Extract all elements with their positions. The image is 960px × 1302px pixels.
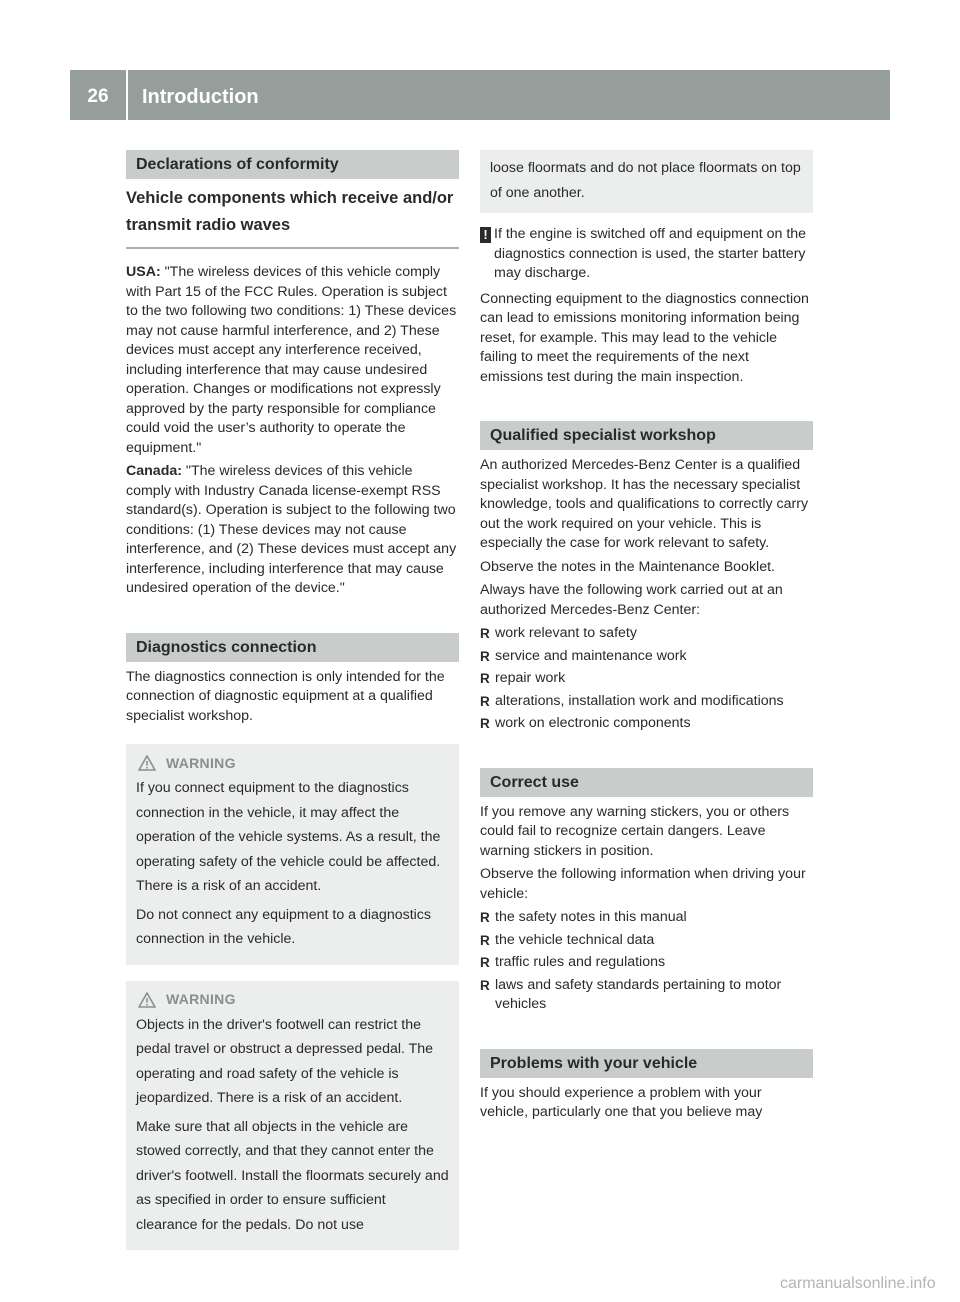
workshop-list bbox=[480, 624, 813, 734]
section-heading-diagnostics: Diagnostics connection bbox=[126, 633, 459, 662]
list-item: R work on electronic components bbox=[480, 714, 813, 734]
diagnostics-intro: The diagnostics connection is only intended for the connection of diagnostic equipment at a qualified specialist workshop. bbox=[126, 668, 445, 724]
warning-instruction: Make sure that all objects in the vehicle are stowed correctly, and that they cannot enter the driver's footwell. Install the floormats securely and as specified in order to ensure sufficient clearance for the pedals. Do not use bbox=[136, 1118, 449, 1233]
exclamation-icon: ! bbox=[480, 227, 491, 243]
usa-label: USA: bbox=[126, 264, 161, 280]
problems-paragraph: If you should experience a problem with your vehicle, particularly one that you believe may bbox=[480, 1084, 763, 1120]
list-item: R repair work bbox=[480, 669, 813, 689]
chapter-title: Introduction bbox=[142, 86, 259, 108]
page-number: 26 bbox=[87, 86, 109, 107]
usa-text: "The wireless devices of this vehicle comply with Part 15 of the FCC Rules. Operation is subject to the two following two conditions: 1) These devices may not cause harmful interference, and 2) These devices must accept any interference received, including interference that may cause undesired operation. Changes or modifications not expressly approved by the party responsible for compliance could void the user’s authority to operate the equipment." bbox=[126, 264, 457, 456]
warning-continuation: loose floormats and do not place floormats on top of one another. bbox=[480, 150, 813, 213]
header-divider bbox=[126, 70, 128, 120]
warning-label: WARNING bbox=[166, 754, 236, 771]
section-heading-problems: Problems with your vehicle bbox=[480, 1049, 813, 1078]
warning-text: If you connect equipment to the diagnostics connection in the vehicle, it may affect the operation of the vehicle systems. As a result, the operating safety of the vehicle could be affected. There is a risk of an accident. bbox=[136, 780, 441, 894]
warning-box-diagnostics bbox=[126, 744, 459, 965]
list-item: R laws and safety standards pertaining to motor vehicles bbox=[480, 976, 813, 1015]
watermark: carmanualsonline.info bbox=[780, 1275, 936, 1292]
warning-triangle-icon bbox=[138, 992, 156, 1008]
warning-text: Objects in the driver's footwell can restrict the pedal travel or obstruct a depressed pedal. The operating and road safety of the vehicle is jeopardized. There is a risk of an accident. bbox=[136, 1016, 434, 1106]
section-heading-correct-use: Correct use bbox=[480, 768, 813, 797]
workshop-paragraph-1: An authorized Mercedes-Benz Center is a qualified specialist workshop. It has the necessary specialist knowledge, tools and qualifications to correctly carry out the work required on your vehicle. This is especially the case for work relevant to safety. bbox=[480, 457, 809, 551]
note-battery bbox=[480, 225, 813, 284]
list-item: R alterations, installation work and modifications bbox=[480, 692, 813, 712]
note-text: If the engine is switched off and equipment on the diagnostics connection is used, the starter battery may discharge. bbox=[494, 226, 807, 281]
list-item: R the safety notes in this manual bbox=[480, 908, 813, 928]
section-heading-workshop: Qualified specialist workshop bbox=[480, 421, 813, 450]
list-item: R service and maintenance work bbox=[480, 647, 813, 667]
list-item: R the vehicle technical data bbox=[480, 931, 813, 951]
section-heading-declarations: Declarations of conformity bbox=[126, 150, 459, 179]
correct-use-paragraph-1: If you remove any warning stickers, you or others could fail to recognize certain dangers. Leave warning stickers in position. bbox=[480, 803, 790, 859]
page-header bbox=[70, 70, 890, 120]
diagnostics-paragraph: Connecting equipment to the diagnostics connection can lead to emissions monitoring information being reset, for example. This may lead to the vehicle failing to meet the requirements of the next emissions test during the main inspection. bbox=[480, 290, 809, 385]
list-item: R traffic rules and regulations bbox=[480, 953, 813, 973]
warning-instruction: Do not connect any equipment to a diagnostics connection in the vehicle. bbox=[136, 906, 431, 947]
canada-text: "The wireless devices of this vehicle comply with Industry Canada license-exempt RSS standard(s). Operation is subject to the following two conditions: (1) These devices may not cause interference, and (2) These devices must accept any interference, including interference that may cause undesired operation of the device." bbox=[126, 463, 457, 596]
list-item: R work relevant to safety bbox=[480, 624, 813, 644]
warning-box-footwell bbox=[126, 981, 459, 1251]
warning-label: WARNING bbox=[166, 991, 236, 1008]
workshop-paragraph-3: Always have the following work carried out at an authorized Mercedes-Benz Center: bbox=[480, 582, 783, 618]
warning-triangle-icon bbox=[138, 755, 156, 771]
correct-use-list bbox=[480, 908, 813, 1015]
canada-label: Canada: bbox=[126, 463, 182, 479]
subheading-radio-components: Vehicle components which receive and/or transmit radio waves bbox=[126, 185, 459, 249]
left-column bbox=[126, 150, 459, 1250]
workshop-paragraph-2: Observe the notes in the Maintenance Booklet. bbox=[480, 558, 775, 575]
right-column bbox=[480, 150, 813, 1127]
canada-paragraph bbox=[126, 462, 459, 599]
correct-use-paragraph-2: Observe the following information when driving your vehicle: bbox=[480, 866, 806, 902]
usa-paragraph bbox=[126, 263, 459, 458]
